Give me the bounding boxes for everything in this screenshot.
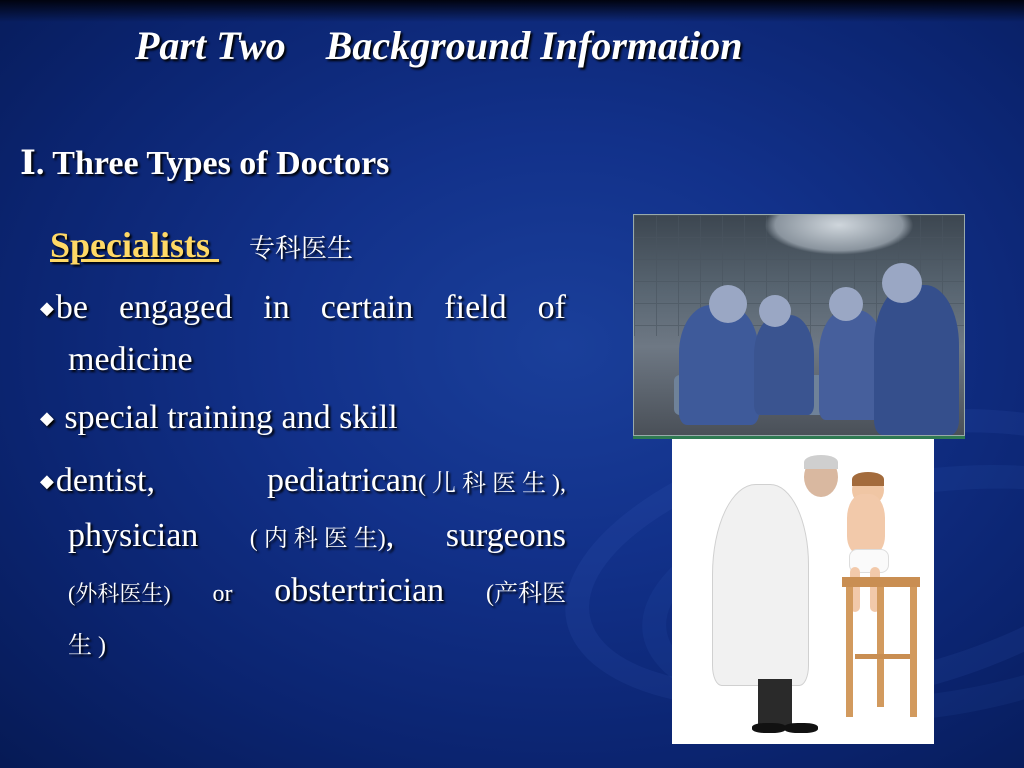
- bullet-doctor-types: [40, 455, 566, 672]
- pediatrican-chinese: ( 儿 科 医 生 ),: [418, 471, 566, 497]
- surgeon-figure: [679, 305, 759, 425]
- stool-leg: [846, 587, 853, 717]
- section-heading: Ⅰ. Three Types of Doctors: [20, 145, 390, 182]
- or-text: or: [212, 581, 233, 607]
- bullet-line: medicine: [68, 341, 193, 379]
- bullet-word: be: [55, 289, 88, 326]
- surgeon-head: [882, 263, 922, 303]
- stool-leg: [877, 587, 884, 707]
- stool-leg: [910, 587, 917, 717]
- bullet-text: special training and skill: [64, 399, 398, 436]
- specialists-term: Specialists: [50, 225, 220, 265]
- surgery-team-photo: [633, 214, 965, 436]
- stool-crossbar: [855, 654, 910, 659]
- bullet-word: of: [537, 289, 566, 326]
- page-title: Part Two Background Information: [135, 23, 743, 68]
- bullet-word: certain: [320, 289, 414, 326]
- surgeon-figure: [874, 285, 959, 435]
- surgeons-text: surgeons: [445, 517, 566, 554]
- doctor-shoe: [784, 723, 818, 733]
- physician-chinese: ( 内 科 医 生): [249, 526, 386, 552]
- diamond-bullet-icon: ◆: [40, 408, 54, 429]
- surgeons-chinese: (外科医生): [68, 581, 171, 606]
- doctor-coat: [712, 484, 809, 686]
- doctor-hair: [804, 455, 838, 469]
- obstertrician-chinese: (产科医: [485, 581, 566, 607]
- doctor-pants: [758, 679, 792, 729]
- obstertrician-chinese-end: 生 ): [68, 633, 106, 659]
- child-body: [847, 494, 885, 554]
- surgeon-head: [759, 295, 791, 327]
- surgeon-head: [709, 285, 747, 323]
- child-hair: [852, 472, 884, 486]
- doctor-shoe: [752, 723, 786, 733]
- comma-text: ,: [385, 517, 395, 554]
- bullet-word: in: [263, 289, 290, 326]
- surgeon-head: [829, 287, 863, 321]
- pediatrican-text: pediatrican: [266, 462, 419, 499]
- bullet-word: field: [444, 289, 507, 326]
- diamond-bullet-icon: ◆: [40, 471, 54, 492]
- physician-text: physician: [68, 517, 199, 554]
- dentist-text: dentist,: [55, 462, 156, 499]
- doctor-examining-child-photo: [672, 439, 934, 744]
- specialists-line: [50, 224, 353, 266]
- wooden-stool: [842, 577, 920, 587]
- top-band: [0, 0, 1024, 22]
- specialists-chinese: 专科医生: [249, 234, 354, 263]
- bullet-engaged-field: [40, 283, 566, 385]
- obstertrician-text: obstertrician: [274, 572, 445, 609]
- surgeon-figure: [754, 315, 814, 415]
- bullet-word: engaged: [118, 289, 233, 326]
- bullet-special-training: [40, 393, 566, 445]
- diamond-bullet-icon: ◆: [40, 298, 54, 319]
